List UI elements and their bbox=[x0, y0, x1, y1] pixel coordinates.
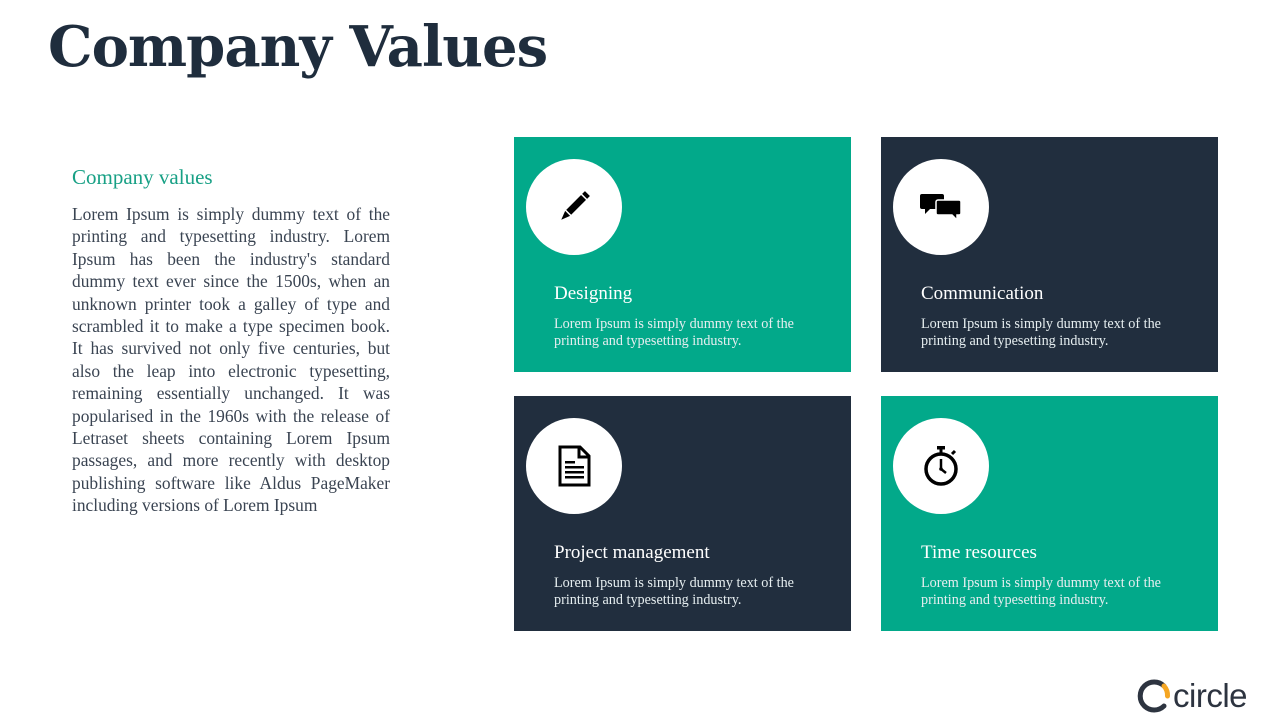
card-text: Lorem Ipsum is simply dummy text of the printing and typesetting industry. bbox=[921, 316, 1161, 349]
section-body-text: Lorem Ipsum is simply dummy text of the printing and typesetting industry. Lorem Ipsum has been the industry's standard dummy text ever since the 1500s, when an unknown printer took a galley of type and scrambled it to make a type specimen book. It has survived not only five centuries, but also the leap into electronic typesetting, remaining essentially unchanged. It was popularised in the 1960s with the release of Letraset sheets containing Lorem Ipsum passages, and more recently with desktop publishing software like Aldus PageMaker including versions of Lorem Ipsum bbox=[72, 204, 390, 516]
value-card-project-management bbox=[514, 396, 851, 631]
value-card-designing bbox=[514, 137, 851, 372]
icon-badge bbox=[893, 418, 989, 514]
card-text: Lorem Ipsum is simply dummy text of the printing and typesetting industry. bbox=[554, 316, 794, 349]
chat-bubbles-icon bbox=[919, 185, 963, 229]
logo-wordmark: circle bbox=[1173, 677, 1248, 714]
section-heading: Company values bbox=[72, 165, 213, 189]
card-title: Project management bbox=[554, 542, 710, 563]
card-title: Designing bbox=[554, 283, 633, 304]
card-text: Lorem Ipsum is simply dummy text of the printing and typesetting industry. bbox=[921, 575, 1161, 608]
pencil-icon bbox=[552, 185, 596, 229]
value-card-time-resources bbox=[881, 396, 1218, 631]
icon-badge bbox=[526, 418, 622, 514]
document-icon bbox=[552, 444, 596, 488]
page-title: Company Values bbox=[48, 14, 548, 80]
card-text: Lorem Ipsum is simply dummy text of the printing and typesetting industry. bbox=[554, 575, 794, 608]
stopwatch-icon bbox=[919, 444, 963, 488]
value-card-communication bbox=[881, 137, 1218, 372]
icon-badge bbox=[526, 159, 622, 255]
circle-logo-icon bbox=[1137, 677, 1173, 715]
card-title: Time resources bbox=[921, 542, 1037, 563]
brand-logo bbox=[1137, 676, 1247, 716]
card-title: Communication bbox=[921, 283, 1044, 304]
icon-badge bbox=[893, 159, 989, 255]
